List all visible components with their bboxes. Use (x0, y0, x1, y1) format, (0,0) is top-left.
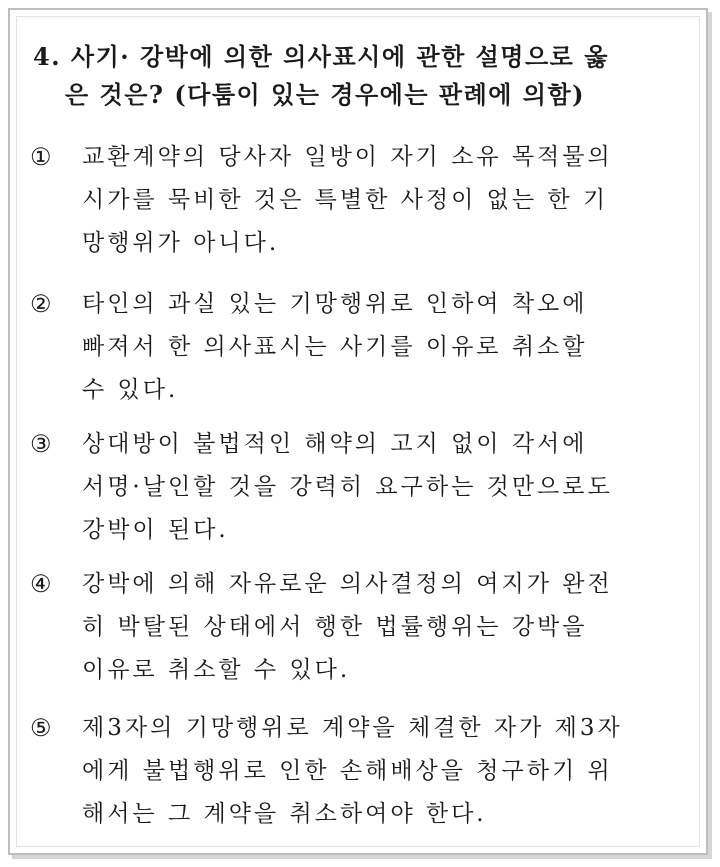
option-line: 빠져서 한 의사표시는 사기를 이유로 취소할 (82, 334, 588, 360)
option-number: ⑤ (30, 714, 55, 742)
option-line: 에게 불법행위로 인한 손해배상을 청구하기 위 (82, 758, 613, 784)
option-3[interactable] (30, 423, 680, 552)
option-2[interactable] (30, 283, 680, 412)
option-line: 강박에 의해 자유로운 의사결정의 여지가 완전 (82, 571, 613, 597)
option-line: 망행위가 아니다. (82, 230, 280, 256)
option-number: ① (30, 143, 55, 171)
option-number: ② (30, 290, 55, 318)
option-1[interactable] (30, 136, 680, 265)
option-line: 수 있다. (82, 377, 179, 403)
question-line-2: 은 것은? (다툼이 있는 경우에는 판례에 의함) (65, 80, 586, 109)
question-line-1: 4. 사기· 강박에 의한 의사표시에 관한 설명으로 옳 (33, 42, 609, 71)
option-line: 해서는 그 계약을 취소하여야 한다. (82, 801, 487, 827)
option-number: ④ (30, 570, 55, 598)
option-line: 제3자의 기망행위로 계약을 체결한 자가 제3자 (82, 715, 623, 741)
option-line: 교환계약의 당사자 일방이 자기 소유 목적물의 (82, 144, 613, 170)
option-line: 서명·날인할 것을 강력히 요구하는 것만으로도 (82, 474, 613, 500)
option-5[interactable] (30, 707, 680, 836)
option-4[interactable] (30, 563, 680, 692)
option-number: ③ (30, 430, 55, 458)
option-line: 상대방이 불법적인 해약의 고지 없이 각서에 (82, 431, 588, 457)
option-line: 시가를 묵비한 것은 특별한 사정이 없는 한 기 (82, 187, 609, 213)
option-line: 히 박탈된 상태에서 행한 법률행위는 강박을 (82, 614, 588, 640)
question-stem (33, 38, 673, 114)
option-line: 이유로 취소할 수 있다. (82, 657, 351, 683)
option-line: 강박이 된다. (82, 517, 229, 543)
option-line: 타인의 과실 있는 기망행위로 인하여 착오에 (82, 291, 588, 317)
